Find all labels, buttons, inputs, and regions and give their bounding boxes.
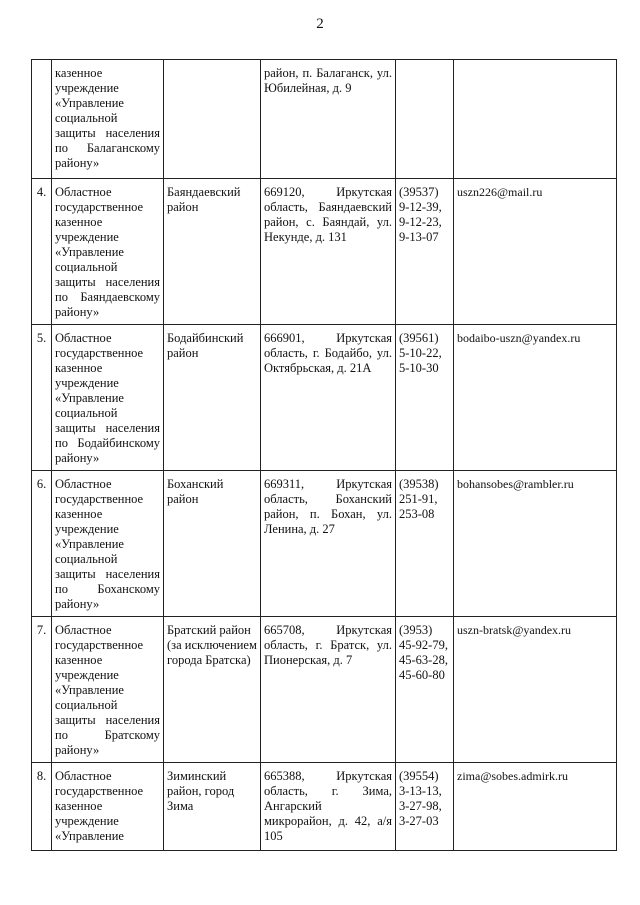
- email-address: uszn226@mail.ru: [454, 179, 617, 325]
- table-row: [32, 179, 617, 325]
- organization-name: Областное государственное казенное учреждение «Управление социальной защиты населения по Боханскому району»: [52, 471, 164, 617]
- email-address: zima@sobes.admirk.ru: [454, 763, 617, 851]
- district-name: Бодайбинский район: [164, 325, 261, 471]
- row-number: 4.: [32, 179, 52, 325]
- district-name: Боханский район: [164, 471, 261, 617]
- district-name: [164, 60, 261, 179]
- row-number: 6.: [32, 471, 52, 617]
- address: 665708, Иркутская область, г. Братск, ул. Пионерская, д. 7: [261, 617, 396, 763]
- row-number: [32, 60, 52, 179]
- phone-numbers: (39538) 251-91, 253-08: [396, 471, 454, 617]
- address: 666901, Иркутская область, г. Бодайбо, ул. Октябрьская, д. 21А: [261, 325, 396, 471]
- district-name: Баяндаевский район: [164, 179, 261, 325]
- district-name: Зиминский район, город Зима: [164, 763, 261, 851]
- phone-numbers: (39554) 3-13-13, 3-27-98, 3-27-03: [396, 763, 454, 851]
- organization-name: Областное государственное казенное учреждение «Управление социальной защиты населения по Бодайбинскому району»: [52, 325, 164, 471]
- table-row: [32, 60, 617, 179]
- page-number: 2: [316, 16, 324, 32]
- organization-name: Областное государственное казенное учреждение «Управление: [52, 763, 164, 851]
- organization-name: Областное государственное казенное учреждение «Управление социальной защиты населения по Баяндаевскому району»: [52, 179, 164, 325]
- table-row: [32, 325, 617, 471]
- email-address: uszn-bratsk@yandex.ru: [454, 617, 617, 763]
- organization-name: казенное учреждение «Управление социальной защиты населения по Балаганскому району»: [52, 60, 164, 179]
- table-row: [32, 763, 617, 851]
- phone-numbers: (3953) 45-92-79, 45-63-28, 45-60-80: [396, 617, 454, 763]
- email-address: bohansobes@rambler.ru: [454, 471, 617, 617]
- address: район, п. Балаганск, ул. Юбилейная, д. 9: [261, 60, 396, 179]
- phone-numbers: [396, 60, 454, 179]
- phone-numbers: (39537) 9-12-39, 9-12-23, 9-13-07: [396, 179, 454, 325]
- address: 669311, Иркутская область, Боханский район, п. Бохан, ул. Ленина, д. 27: [261, 471, 396, 617]
- email-address: [454, 60, 617, 179]
- address: 665388, Иркутская область, г. Зима, Ангарский микрорайон, д. 42, а/я 105: [261, 763, 396, 851]
- row-number: 5.: [32, 325, 52, 471]
- table-row: [32, 471, 617, 617]
- organization-name: Областное государственное казенное учреждение «Управление социальной защиты населения по Братскому району»: [52, 617, 164, 763]
- row-number: 7.: [32, 617, 52, 763]
- email-address: bodaibo-uszn@yandex.ru: [454, 325, 617, 471]
- address: 669120, Иркутская область, Баяндаевский район, с. Баяндай, ул. Некунде, д. 131: [261, 179, 396, 325]
- district-name: Братский район (за исключением города Братска): [164, 617, 261, 763]
- row-number: 8.: [32, 763, 52, 851]
- agencies-table: [31, 59, 617, 851]
- phone-numbers: (39561) 5-10-22, 5-10-30: [396, 325, 454, 471]
- table-row: [32, 617, 617, 763]
